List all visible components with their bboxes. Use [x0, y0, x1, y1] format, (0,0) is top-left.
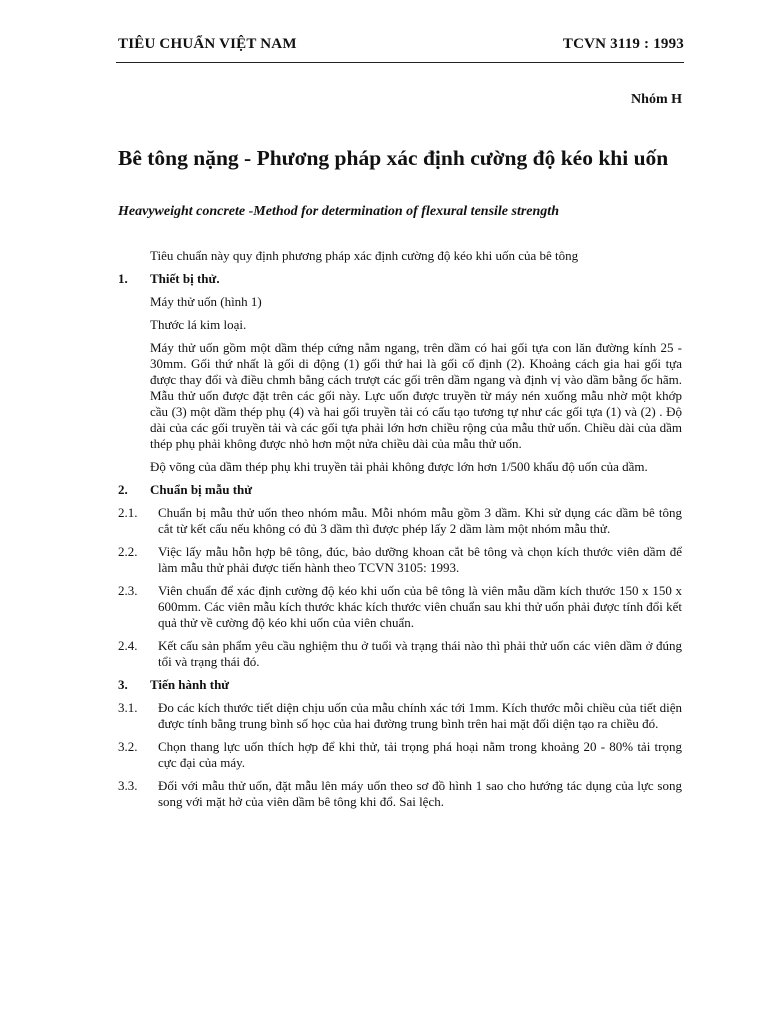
- item-text: Chọn thang lực uốn thích hợp để khi thử, tải trọng phá hoại nằm trong khoảng 20 - 80% tải trọng cực đại của máy.: [158, 739, 682, 770]
- section-heading: [118, 677, 682, 693]
- list-item: [118, 700, 682, 732]
- header-standard-code: TCVN 3119 : 1993: [562, 36, 684, 52]
- document-title: Bê tông nặng - Phương pháp xác định cường độ kéo khi uốn: [118, 146, 669, 170]
- header-rule: [116, 62, 684, 63]
- item-text: Việc lấy mẫu hỗn hợp bê tông, đúc, bảo dưỡng khoan cắt bê tông và chọn kích thước viên dầm để làm mẫu thử phải được tiến hành theo TCVN 3105: 1993.: [158, 544, 682, 575]
- document-body: [118, 248, 682, 817]
- list-item: [118, 778, 682, 810]
- group-label: Nhóm H: [631, 92, 682, 107]
- header-standard-name: TIÊU CHUẨN VIỆT NAM: [118, 36, 297, 52]
- section-number: 2.: [118, 482, 128, 497]
- intro-paragraph: Tiêu chuẩn này quy định phương pháp xác định cường độ kéo khi uốn của bê tông: [150, 248, 579, 263]
- page-header: [118, 36, 684, 53]
- paragraph: Máy thử uốn (hình 1): [150, 294, 262, 309]
- item-number: 2.2.: [118, 544, 138, 559]
- item-text: Kết cấu sản phẩm yêu cầu nghiệm thu ở tuổi và trạng thái nào thì phải thử uốn các viên dầm ở đúng tổi và trạng thái đó.: [158, 638, 682, 669]
- list-item: [118, 544, 682, 576]
- section-number: 1.: [118, 271, 128, 286]
- item-text: Đo các kích thước tiết diện chịu uốn của mẫu chính xác tới 1mm. Kích thước mỗi chiều của tiết diện được tính bằng trung bình số học của hai đường trung bình trên hai mặt đối diện tạo ra chiều đó.: [158, 700, 682, 731]
- item-number: 3.3.: [118, 778, 138, 793]
- section-heading: [118, 482, 682, 498]
- section-heading: [118, 271, 682, 287]
- item-number: 2.1.: [118, 505, 138, 520]
- list-item: [118, 739, 682, 771]
- paragraph: Máy thử uốn gồm một dầm thép cứng nằm ngang, trên dầm có hai gối tựa con lăn đường kính 25 - 30mm. Gối thứ nhất là gối di động (1) gối thứ hai là gối cố định (2). Khoảng cách gia hai gối tựa được thay đổi và điều chmh bằng cách trượt các gối trên dầm ngang và định vị vào dầm bằng ốc hãm. Mẫu thử uốn được đặt trên các gối này. Lực uốn được truyền từ máy nén xuống mẫu nhờ một khớp cầu (3) một dầm thép phụ (4) và hai gối truyền tải có cấu tạo tương tự như các gối tựa (1) và (2) . Độ dài của các gối truyền tải và các gối tựa phải lớn hơn chiều rộng của mẫu thử uốn. Chiều dài của dầm thép phụ phải không được nhỏ hơn một nửa chiều dài của mẫu thử uốn.: [150, 340, 682, 451]
- paragraph: Độ võng của dầm thép phụ khi truyền tải phải không được lớn hơn 1/500 khẩu độ uốn của dầm.: [150, 459, 648, 474]
- section-number: 3.: [118, 677, 128, 692]
- section-title: Thiết bị thử.: [150, 271, 220, 286]
- document-subtitle: Heavyweight concrete -Method for determination of flexural tensile strength: [118, 204, 559, 219]
- list-item: [118, 583, 682, 631]
- item-number: 3.1.: [118, 700, 138, 715]
- section-title: Chuẩn bị mẫu thử: [150, 482, 253, 497]
- item-number: 2.3.: [118, 583, 138, 598]
- item-text: Chuẩn bị mẫu thử uốn theo nhóm mẫu. Mỗi nhóm mẫu gồm 3 dầm. Khi sử dụng các dầm bê tông cắt từ kết cấu nếu không có đủ 3 dầm thì được phép lấy 2 dầm làm một nhóm mẫu thử.: [158, 505, 682, 536]
- paragraph: Thước lá kim loại.: [150, 317, 247, 332]
- item-text: Viên chuẩn để xác định cường độ kéo khi uốn của bê tông là viên mẫu dầm kích thước 150 x 150 x 600mm. Các viên mẫu kích thước khác kích thước viên chuẩn sau khi thử uốn phải được tính đổi kết quả thử về cường độ kéo khi uốn của viên chuẩn.: [158, 583, 682, 630]
- list-item: [118, 638, 682, 670]
- item-number: 2.4.: [118, 638, 138, 653]
- item-text: Đối với mẫu thử uốn, đặt mẫu lên máy uốn theo sơ đồ hình 1 sao cho hướng tác dụng của lực song song với mặt hở của viên dầm bê tông khi đổ. Sai lệch.: [158, 778, 682, 809]
- item-number: 3.2.: [118, 739, 138, 754]
- list-item: [118, 505, 682, 537]
- section-title: Tiến hành thử: [150, 677, 230, 692]
